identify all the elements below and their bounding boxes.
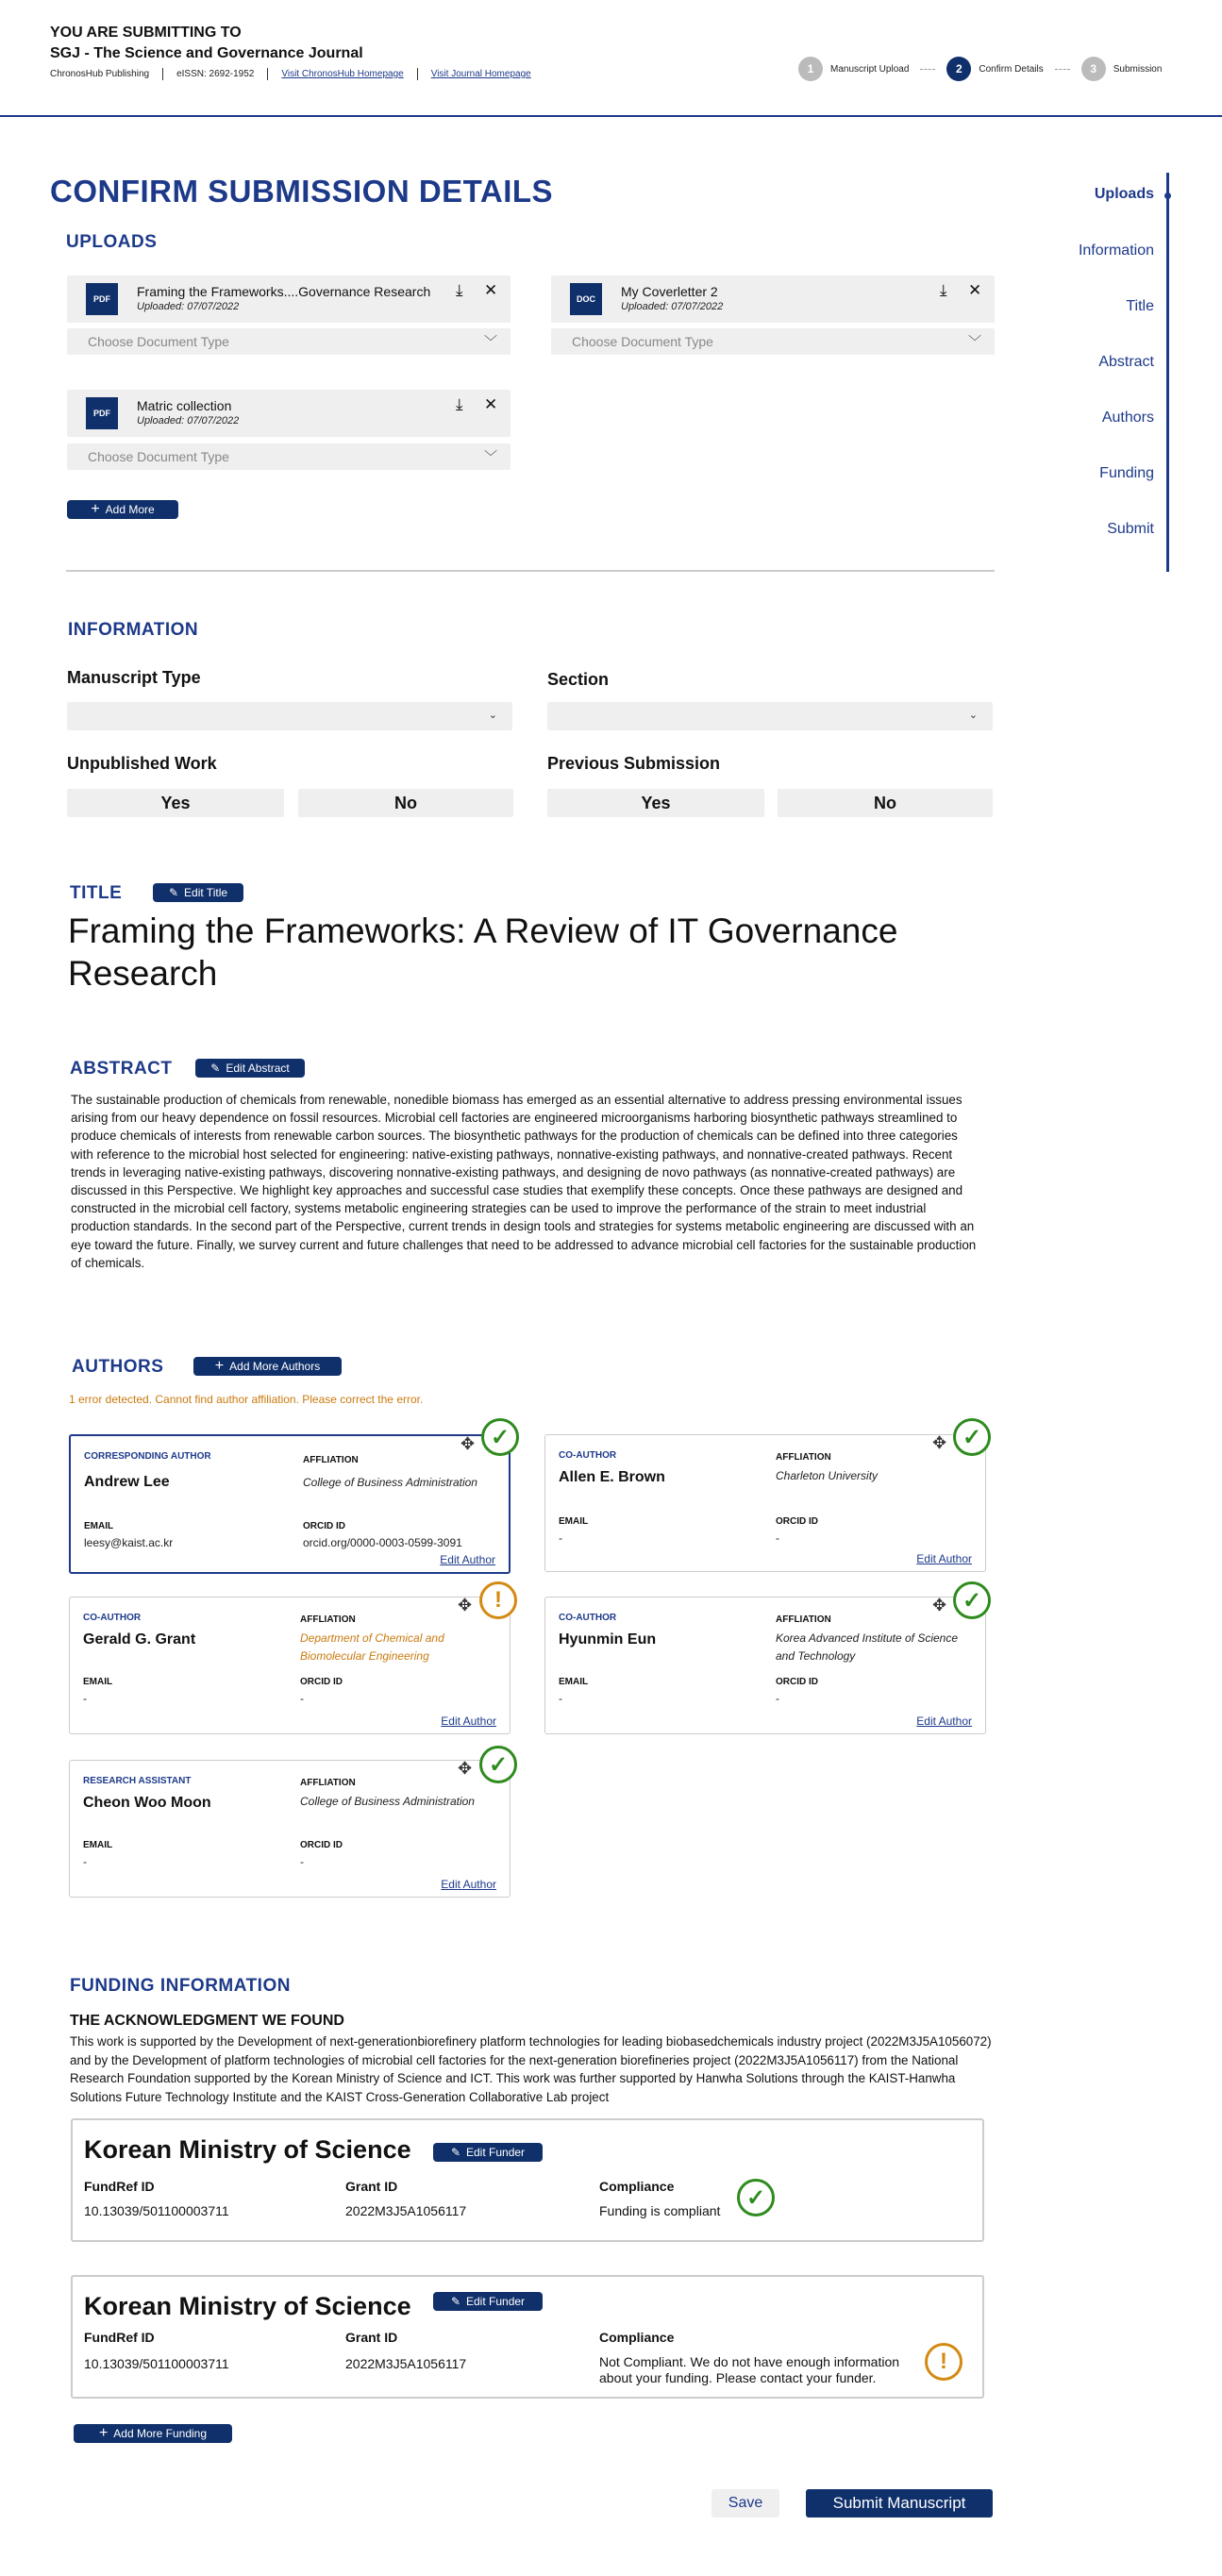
pencil-icon: ✎ xyxy=(450,2146,460,2159)
author-orcid: - xyxy=(300,1855,304,1868)
orcid-label: ORCID ID xyxy=(776,1516,818,1527)
author-error-message: 1 error detected. Cannot find author affiliation. Please correct the error. xyxy=(69,1393,424,1406)
author-name: Cheon Woo Moon xyxy=(83,1795,211,1811)
author-orcid: - xyxy=(776,1692,779,1705)
orcid-label: ORCID ID xyxy=(303,1521,345,1531)
fundref-label: FundRef ID xyxy=(84,2179,155,2194)
author-affiliation: College of Business Administration xyxy=(300,1795,475,1808)
move-icon[interactable]: ✥ xyxy=(458,1759,473,1778)
previous-submission-label: Previous Submission xyxy=(547,754,721,773)
email-label: EMAIL xyxy=(83,1677,113,1687)
publisher: ChronosHub Publishing xyxy=(50,69,150,79)
file-upload-date: Uploaded: 07/07/2022 xyxy=(621,301,724,312)
plus-icon: + xyxy=(98,2425,109,2441)
check-circle-icon: ✓ xyxy=(953,1418,991,1456)
step-3-circle: 3 xyxy=(1081,57,1106,81)
edit-author-link[interactable]: Edit Author xyxy=(441,1878,496,1891)
section-divider xyxy=(66,570,995,572)
progress-steps xyxy=(798,57,1162,81)
document-type-placeholder: Choose Document Type xyxy=(88,334,229,349)
edit-funder-label: Edit Funder xyxy=(466,2146,526,2159)
eissn: eISSN: 2692-1952 xyxy=(176,69,255,79)
compliance-status: Funding is compliant xyxy=(599,2203,721,2218)
journal-meta xyxy=(50,68,544,80)
author-card[interactable] xyxy=(69,1760,511,1898)
file-name: My Coverletter 2 xyxy=(621,284,718,299)
affiliation-label: AFFLIATION xyxy=(776,1614,831,1625)
author-name: Gerald G. Grant xyxy=(83,1631,196,1648)
add-more-funding-button[interactable] xyxy=(74,2424,232,2443)
compliance-label: Compliance xyxy=(599,2179,675,2194)
file-upload-date: Uploaded: 07/07/2022 xyxy=(137,301,240,312)
upload-file-card xyxy=(551,276,995,323)
document-type-select[interactable] xyxy=(67,328,511,355)
pencil-icon: ✎ xyxy=(450,2295,460,2308)
header-divider xyxy=(0,115,1222,117)
sidenav-item-authors[interactable]: Authors xyxy=(1101,410,1154,426)
author-orcid: - xyxy=(300,1692,304,1705)
sidenav-item-information[interactable]: Information xyxy=(1078,243,1154,259)
orcid-label: ORCID ID xyxy=(776,1677,818,1687)
close-icon[interactable]: ✕ xyxy=(968,281,982,299)
document-type-placeholder: Choose Document Type xyxy=(88,449,229,464)
sidenav-item-abstract[interactable]: Abstract xyxy=(1098,354,1154,370)
plus-icon: + xyxy=(214,1358,225,1374)
download-icon[interactable]: ⤓ xyxy=(940,281,947,299)
step-connector xyxy=(920,69,935,70)
author-affiliation-warning: Department of Chemical and Biomolecular Engineering xyxy=(300,1631,444,1663)
journal-home-link[interactable]: Visit Journal Homepage xyxy=(430,69,531,79)
edit-author-link[interactable]: Edit Author xyxy=(441,1715,496,1728)
author-affiliation: Korea Advanced Institute of Science and Technology xyxy=(776,1631,959,1663)
step-connector xyxy=(1055,69,1070,70)
information-heading: INFORMATION xyxy=(68,620,199,640)
author-orcid: - xyxy=(776,1531,779,1545)
pdf-file-icon: PDF xyxy=(86,397,118,429)
fundref-label: FundRef ID xyxy=(84,2330,155,2345)
author-affiliation: College of Business Administration xyxy=(303,1476,477,1489)
author-email: - xyxy=(83,1692,87,1705)
funding-heading: FUNDING INFORMATION xyxy=(70,1976,291,1996)
author-card[interactable] xyxy=(544,1597,986,1734)
orcid-label: ORCID ID xyxy=(300,1677,343,1687)
move-icon[interactable]: ✥ xyxy=(932,1433,947,1452)
move-icon[interactable]: ✥ xyxy=(460,1434,476,1453)
close-icon[interactable]: ✕ xyxy=(484,395,498,413)
check-circle-icon: ✓ xyxy=(479,1746,517,1783)
grant-label: Grant ID xyxy=(345,2179,398,2194)
add-more-uploads-button[interactable] xyxy=(67,500,178,519)
manuscript-title: Framing the Frameworks: A Review of IT Governance Research xyxy=(68,912,898,993)
close-icon[interactable]: ✕ xyxy=(484,281,498,299)
edit-title-button[interactable] xyxy=(153,883,243,902)
uploads-heading: UPLOADS xyxy=(66,232,158,252)
author-email: - xyxy=(83,1855,87,1868)
author-email: - xyxy=(559,1531,562,1545)
upload-file-card xyxy=(67,390,511,437)
edit-abstract-button[interactable] xyxy=(195,1059,305,1078)
fundref-value: 10.13039/501100003711 xyxy=(84,2203,229,2218)
warning-circle-icon: ! xyxy=(479,1581,517,1619)
funder-card xyxy=(71,2275,984,2399)
sidenav-active-marker xyxy=(1164,192,1171,199)
chevron-down-icon: ⌄ xyxy=(968,710,978,721)
section-select[interactable] xyxy=(547,702,993,730)
check-circle-icon: ✓ xyxy=(953,1581,991,1619)
email-label: EMAIL xyxy=(559,1677,589,1687)
unpublished-work-label: Unpublished Work xyxy=(67,754,217,773)
funder-name: Korean Ministry of Science xyxy=(84,2292,411,2320)
plus-icon: + xyxy=(91,501,100,517)
author-orcid: orcid.org/0000-0003-0599-3091 xyxy=(303,1536,462,1549)
submitting-label: YOU ARE SUBMITTING TO xyxy=(50,25,242,41)
step-2-label: Confirm Details xyxy=(979,63,1044,75)
chevron-down-icon: ⌄ xyxy=(488,710,497,721)
manuscript-type-label: Manuscript Type xyxy=(67,668,201,687)
author-email: leesy@kaist.ac.kr xyxy=(84,1536,174,1549)
pencil-icon: ✎ xyxy=(168,886,179,899)
step-3-label: Submission xyxy=(1113,63,1163,75)
move-icon[interactable]: ✥ xyxy=(932,1596,947,1614)
unpublished-no-button[interactable]: No xyxy=(298,789,513,817)
author-role: CORRESPONDING AUTHOR xyxy=(84,1451,211,1462)
section-label: Section xyxy=(547,670,610,689)
author-role: CO-AUTHOR xyxy=(83,1613,142,1623)
move-icon[interactable]: ✥ xyxy=(458,1596,473,1614)
funder-name: Korean Ministry of Science xyxy=(84,2135,411,2164)
author-name: Allen E. Brown xyxy=(559,1469,665,1485)
edit-author-link[interactable]: Edit Author xyxy=(440,1553,495,1566)
pdf-file-icon: PDF xyxy=(86,283,118,315)
page-title: CONFIRM SUBMISSION DETAILS xyxy=(50,174,554,209)
manuscript-type-select[interactable] xyxy=(67,702,512,730)
add-more-authors-button[interactable] xyxy=(193,1357,342,1376)
grant-label: Grant ID xyxy=(345,2330,398,2345)
submit-manuscript-button[interactable]: Submit Manuscript xyxy=(806,2489,993,2517)
sidenav-item-title[interactable]: Title xyxy=(1126,298,1154,314)
document-type-placeholder: Choose Document Type xyxy=(572,334,713,349)
author-name: Hyunmin Eun xyxy=(559,1631,657,1648)
edit-funder-label: Edit Funder xyxy=(466,2295,526,2308)
edit-abstract-label: Edit Abstract xyxy=(226,1062,290,1075)
fundref-value: 10.13039/501100003711 xyxy=(84,2356,229,2371)
sidenav-item-uploads[interactable]: Uploads xyxy=(1094,186,1154,202)
abstract-heading: ABSTRACT xyxy=(70,1059,173,1079)
chevron-down-icon: ﹀ xyxy=(484,449,497,464)
file-name: Framing the Frameworks....Governance Research xyxy=(137,284,431,299)
journal-name: SGJ - The Science and Governance Journal xyxy=(50,45,363,61)
edit-author-link[interactable]: Edit Author xyxy=(916,1552,972,1565)
author-role: CO-AUTHOR xyxy=(559,1450,617,1461)
check-circle-icon: ✓ xyxy=(481,1418,519,1456)
title-heading: TITLE xyxy=(70,883,123,903)
authors-heading: AUTHORS xyxy=(72,1357,164,1377)
funder-card xyxy=(71,2118,984,2242)
sidenav-item-funding[interactable]: Funding xyxy=(1099,465,1154,481)
add-more-authors-label: Add More Authors xyxy=(229,1360,321,1373)
affiliation-label: AFFLIATION xyxy=(303,1455,359,1465)
step-1-circle: 1 xyxy=(798,57,823,81)
chevron-down-icon: ﹀ xyxy=(968,334,981,349)
unpublished-yes-button[interactable]: Yes xyxy=(67,789,284,817)
add-more-label: Add More xyxy=(105,503,155,516)
email-label: EMAIL xyxy=(84,1521,114,1531)
download-icon[interactable]: ⤓ xyxy=(456,395,463,413)
document-type-select[interactable] xyxy=(551,328,995,355)
download-icon[interactable]: ⤓ xyxy=(456,281,463,299)
grant-value: 2022M3J5A1056117 xyxy=(345,2356,467,2371)
abstract-text: The sustainable production of chemicals from renewable, nonedible biomass has emerged as an essential alternative to address pressing environmental issues arising from our heavy dependence on fossil resources. Microbial cell factories are engineered microorganisms harboring biosynthetic pathways streamlined to produce chemicals of interests from renewable carbon sources. The biosynthetic pathways for the production of chemicals can be defined into three categories with reference to the microbial host selected for engineering: native-existing pathways, nonnative-existing pathways, and nonnative-created pathways. Recent trends in leveraging native-existing pathways, discovering nonnative-existing pathways, and designing de novo pathways (as nonnative-created pathways) are discussed in this Perspective. We highlight key approaches and successful case studies that exemplify these concepts. Once these pathways are designed and constructed in the microbial cell factory, systems metabolic engineering strategies can be used to improve the performance of the strain to meet industrial production standards. In the second part of the Perspective, current trends in design tools and strategies for systems metabolic engineering are discussed with an eye toward the future. Finally, we survey current and future challenges that need to be addressed to advance microbial cell factories for the sustainable production of chemicals. xyxy=(71,1093,977,1270)
upload-file-card xyxy=(67,276,511,323)
author-card[interactable] xyxy=(69,1434,511,1574)
sidenav-item-submit[interactable]: Submit xyxy=(1107,521,1154,537)
email-label: EMAIL xyxy=(559,1516,589,1527)
save-button[interactable]: Save xyxy=(711,2489,779,2517)
affiliation-label: AFFLIATION xyxy=(300,1614,356,1625)
step-1-label: Manuscript Upload xyxy=(830,63,910,75)
document-type-select[interactable] xyxy=(67,443,511,470)
compliance-status-warning: Not Compliant. We do not have enough information about your funding. Please contact your funder. xyxy=(599,2354,900,2385)
edit-funder-button[interactable] xyxy=(433,2292,543,2311)
orcid-label: ORCID ID xyxy=(300,1840,343,1850)
affiliation-label: AFFLIATION xyxy=(776,1452,831,1463)
file-name: Matric collection xyxy=(137,398,232,413)
add-more-funding-label: Add More Funding xyxy=(113,2427,208,2440)
grant-value: 2022M3J5A1056117 xyxy=(345,2203,467,2218)
affiliation-label: AFFLIATION xyxy=(300,1778,356,1788)
edit-title-label: Edit Title xyxy=(184,886,228,899)
author-role: RESEARCH ASSISTANT xyxy=(83,1776,192,1786)
previous-yes-button[interactable]: Yes xyxy=(547,789,764,817)
chronoshub-home-link[interactable]: Visit ChronosHub Homepage xyxy=(281,69,404,79)
author-role: CO-AUTHOR xyxy=(559,1613,617,1623)
compliance-label: Compliance xyxy=(599,2330,675,2345)
previous-no-button[interactable]: No xyxy=(778,789,993,817)
author-affiliation: Charleton University xyxy=(776,1469,879,1482)
acknowledgment-text: This work is supported by the Development of next-generationbiorefinery platform technologies for leading biobasedchemicals industry project (2022M3J5A1056072) and by the Development of platform technologies of microbial cell factories for the next-generation biorefineries project (2022M3J5A1056117) from the National Research Foundation supported by the Korean Ministry of Science and ICT. This work was further supported by Hanwha Solutions through the KAIST-Hanwha Solutions Future Technology Institute and the KAIST Cross-Generation Collaborative Lab project xyxy=(70,2034,992,2104)
doc-file-icon: DOC xyxy=(570,283,602,315)
edit-author-link[interactable]: Edit Author xyxy=(916,1715,972,1728)
step-2-circle: 2 xyxy=(946,57,971,81)
acknowledgment-title: THE ACKNOWLEDGMENT WE FOUND xyxy=(70,2013,344,2029)
warning-circle-icon: ! xyxy=(925,2343,963,2381)
author-email: - xyxy=(559,1692,562,1705)
sidenav-rail xyxy=(1166,173,1169,572)
edit-funder-button[interactable] xyxy=(433,2143,543,2162)
email-label: EMAIL xyxy=(83,1840,113,1850)
chevron-down-icon: ﹀ xyxy=(484,334,497,349)
author-card[interactable] xyxy=(544,1434,986,1572)
file-upload-date: Uploaded: 07/07/2022 xyxy=(137,415,240,427)
pencil-icon: ✎ xyxy=(210,1062,221,1075)
author-card[interactable] xyxy=(69,1597,511,1734)
author-name: Andrew Lee xyxy=(84,1474,170,1490)
check-circle-icon: ✓ xyxy=(737,2179,775,2216)
